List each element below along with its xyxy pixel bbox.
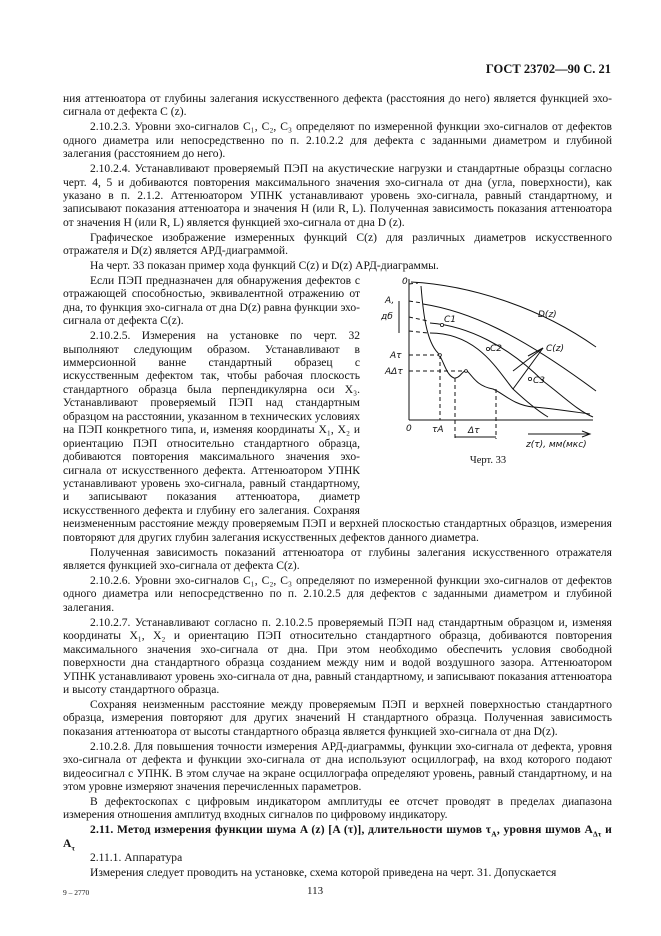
heading-sub: τ [71, 842, 76, 852]
paragraph: 2.10.2.4. Устанавливают проверяемый ПЭП на акустические нагрузки и стандартные образцы согласно черт. 4, 5 и добиваются повторения максимального значения эхо-сигнала от дна (угла, поверхности), как указано в п. 2.1.2. Аттенюатором УПНК устанавливают уровень эхо-сигнала, равный стандартному, и записывают показания аттенюатора и значения H (или R, L). Полученная зависимость показания аттенюатора от значения H (или R, L) является функцией эхо-сигнала от дна D (z). [63, 163, 612, 229]
paragraph: Сохраняя неизменным расстояние между проверяемым ПЭП и верхней поверхностью стандартного образца, измерения повторяют для других значений H стандартного образца. Полученная зависимость показания аттенюатора от высоты стандартного образца является функцией эхо-сигнала от дна D(z). [63, 698, 612, 738]
paragraph: Если ПЭП предназначен для обнаружения дефектов с отражающей способностью, эквивалентной отражению от дна, то функция эхо-сигнала от дна D(z) равна функции эхо-сигнала от дефекта C(z). [63, 274, 360, 328]
heading-text: , уровня шумов A [496, 824, 593, 837]
d-curve [411, 282, 596, 347]
heading-text: и A [63, 824, 612, 850]
c-curve-3 [430, 333, 548, 417]
label-tau-a: τA [432, 424, 444, 435]
figure-33-ard-diagram [368, 271, 626, 511]
label-y-axis: A, [385, 295, 395, 306]
figure-caption: Черт. 33 [469, 454, 507, 466]
page-footer [63, 885, 612, 901]
heading-text: 2.11. Метод измерения функции шума A (z) [A (τ)], длительности шумов τ [90, 824, 492, 837]
paragraph: Графическое изображение измеренных функций C(z) для различных диаметров искусственного отражателя и D(z) является АРД-диаграммой. [63, 231, 612, 258]
paragraph: На черт. 33 показан пример хода функций C(z) и D(z) АРД-диаграммы. [90, 260, 439, 272]
paragraph: Измерения следует проводить на установке, схема которой приведена на черт. 31. Допускается [90, 867, 557, 880]
label-a-dtau: AΔτ [385, 366, 403, 377]
label-c2: C2 [490, 343, 503, 354]
heading-sub: Δτ [593, 829, 602, 839]
paragraph: 2.10.2.5. Измерения на установке по черт. 32 выполняют следующим образом. Устанавливают в иммерсионной ванне стандартный образец с искусственным дефектом так, чтобы рабочая плоскость стандартного образца была перпендикулярна оси X₃. Устанавливают проверяемый ПЭП над стандартным образцом на расстоянии, указанном в технических условиях на ПЭП конкретного типа, и, изменяя координаты X₁, X₂ и ориентацию ПЭП относительно стандартного образца, добиваются повторения максимального значения эхо-сигнала от искусственного дефекта. Аттенюатором УПНК устанавливают уровень эхо-сигнала, равный стандартному, и записывают показания аттенюатора, диаметр искусственного дефекта и глубину его залегания. Сохраняя неизмененным расстояние между проверяемым ПЭП и верхней плоскостью стандартных образцов, измерения повторяют для других глубин залегания искусственных дефектов данного диаметра. [63, 330, 612, 544]
ard-diagram-drawing [368, 271, 626, 451]
label-a-tau: Aτ [390, 350, 402, 361]
label-c1: C1 [444, 314, 457, 325]
paragraph: Полученная зависимость показаний аттенюатора от глубины залегания искусственного отражателя является функцией эхо-сигнала от дефекта C(z). [63, 546, 612, 573]
label-delta-tau: Δτ [468, 425, 480, 436]
subsection-heading: 2.11.1. Аппаратура [90, 852, 183, 865]
label-x-axis: z(τ), мм(мкс) [526, 439, 587, 450]
label-d-curve: D(z) [538, 309, 557, 320]
paragraph: В дефектоскопах с цифровым индикатором амплитуды ее отсчет проводят в пределах диапазона измерения отношения амплитуд входных сигналов по цифровому индикатору. [63, 795, 612, 822]
section-heading-2-11 [63, 824, 612, 851]
footer-code: 9 – 2770 [63, 887, 90, 897]
page-number: 113 [307, 884, 324, 897]
heading-sub: A [491, 829, 497, 839]
label-c3: C3 [533, 375, 546, 386]
label-c-curve: C(z) [546, 343, 565, 354]
paragraph: 2.10.2.8. Для повышения точности измерения АРД-диаграммы, функции эхо-сигнала от дефекта, уровня эхо-сигнала от дефекта и функции эхо-сигнала от дна используют осциллограф, на вход которого подают видеосигнал с УПНК. В этом случае на экране осциллографа определяют уровень, равный стандартному, и на этом уровне измеряют значения перечисленных параметров. [63, 740, 612, 793]
label-y-unit: дб [381, 311, 393, 322]
document-body [63, 93, 612, 901]
label-origin-top: 0 [402, 276, 408, 287]
paragraph: ния аттенюатора от глубины залегания искусственного дефекта (расстояния до него) является функцией эхо-сигнала от дефекта C (z). [63, 93, 612, 119]
paragraph: 2.10.2.3. Уровни эхо-сигналов C₁, C₂, C₃ определяют по измеренной функции эхо-сигналов от дефектов одного диаметра или непосредственно по п. 2.10.2.2 для дефекта с заданными диаметром и глубиной залегания (расстоянием до него). [63, 121, 612, 161]
paragraph: 2.10.2.6. Уровни эхо-сигналов C₁, C₂, C₃ определяют по измеренной функции эхо-сигналов от дефектов одного диаметра или непосредственно по п. 2.10.2.5 для дефектов с заданными диаметром и глубиной залегания. [63, 574, 612, 614]
label-origin: 0 [406, 423, 412, 434]
paragraph: 2.10.2.7. Устанавливают согласно п. 2.10.2.5 проверяемый ПЭП над стандартным образцом и, изменяя координаты X₁, X₂ и ориентацию ПЭП относительно стандартного образца, добиваются повторения максимального значения эхо-сигнала от дна. При этом необходимо обеспечить условия свободной поверхности дна стандартного образца созданием между ним и водой воздушного зазора. Аттенюатором УПНК устанавливают уровень эхо-сигнала от дна, равный стандартному, и записывают показания аттенюатора и высоту стандартного образца. [63, 616, 612, 696]
page-header: ГОСТ 23702—90 С. 21 [485, 62, 611, 76]
